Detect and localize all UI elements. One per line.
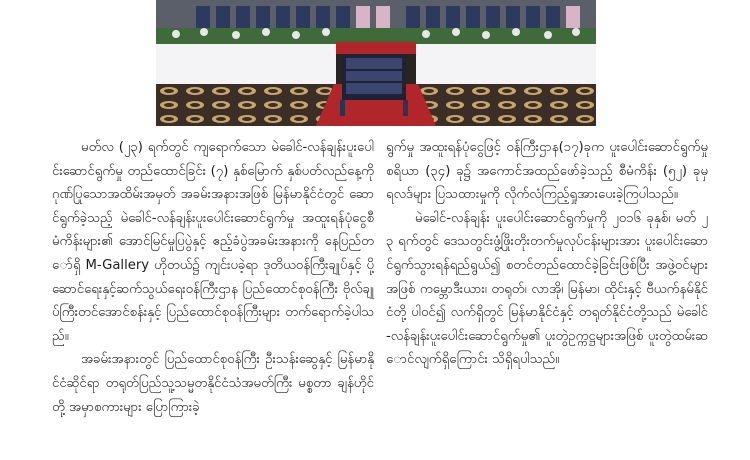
article-column-right <box>386 136 708 372</box>
article-paragraph: အခမ်းအနားတွင် ပြည်ထောင်စုဝန်ကြီး ဦးသန်းဆွေနှင့် မြန်မာနိုင်ငံဆိုင်ရာ တရုတ်ပြည်သူ့သမ္မတနိုင်ငံသံအမတ်ကြီး မစ္စတာ ချန်ဟိုင်တို့ အမှာစကားများ ပြောကြားခဲ့ <box>52 352 374 415</box>
article-paragraph: မတ်လ (၂၃) ရက်တွင် ကျရောက်သော မဲခေါင်-လန်ချန်းပူးပေါင်းဆောင်ရွက်မှု တည်ထောင်ခြင်း (၇) နှစ်မြောက် နှစ်ပတ်လည်နေ့ကို ဂုဏ်ပြုသောအထိမ်းအမှတ် အခမ်းအနားအဖြစ် မြန်မာနိုင်ငံတွင် ဆောင်ရွက်ခဲ့သည့် မဲခေါင်-လန်ချန်းပူးပေါင်းဆောင်ရွက်မှု အထူးရန်ပုံငွေစီမံကိန်းများ၏ အောင်မြင်မှုပြပွဲနှင့် ဧည့်ခံပွဲအခမ်းအနားကို နေပြည်တော်ရှိ M-Gallery ဟိုတယ်၌ ကျင်းပခဲ့ရာ ဒုတိယဝန်ကြီးချုပ်နှင့် ပို့ဆောင်ရေးနှင့်ဆက်သွယ်ရေးဝန်ကြီးဌာန ပြည်ထောင်စုဝန်ကြီး ဗိုလ်ချုပ်ကြီးတင်အောင်စန်းနှင့် ပြည်ထောင်စုဝန်ကြီးများ တက်ရောက်ခဲ့ပါသည်။ <box>52 140 374 344</box>
article-paragraph: မဲခေါင်-လန်ချန်း ပူးပေါင်းဆောင်ရွက်မှုကို ၂၀၁၆ ခုနှစ်၊ မတ် ၂၃ ရက်တွင် ဒေသတွင်းဖွံ့ဖြိုးတိုးတက်မှုလုပ်ငန်းများအား ပူးပေါင်းဆောင်ရွက်သွားရန်ရည်ရွယ်၍ စတင်တည်ထောင်ခဲ့ခြင်းဖြစ်ပြီး အဖွဲ့ဝင်များအဖြစ် ကမ္ဘောဒီးယား၊ တရုတ်၊ လာအို၊ မြန်မာ၊ ထိုင်းနှင့် ဗီယက်နမ်နိုင်ငံတို့ ပါဝင်၍ လက်ရှိတွင် မြန်မာနိုင်ငံနှင့် တရုတ်နိုင်ငံတို့သည် မဲခေါင်-လန်ချန်းပူးပေါင်းဆောင်ရွက်မှု၏ ပူးတွဲဥက္ကဋ္ဌများအဖြစ် ပူးတွဲထမ်းဆောင်လျက်ရှိကြောင်း သိရှိရပါသည်။ <box>386 210 708 368</box>
article-column-left <box>52 136 374 419</box>
article-paragraph: ရွက်မှု အထူးရန်ပုံငွေဖြင့် ဝန်ကြီးဌာန(၁၇)ခုက ပူးပေါင်းဆောင်ရွက်မှုစရိယာ (၃၄) ခု၌ အကောင်အထည်ဖော်ခဲ့သည့် စီမံကိန်း (၅၂) ခုမှ ရလဒ်များ ပြသထားမှုကို လိုက်လံကြည့်ရှုအားပေးခဲ့ကြပါသည်။ <box>386 140 708 203</box>
event-photo <box>156 0 596 126</box>
